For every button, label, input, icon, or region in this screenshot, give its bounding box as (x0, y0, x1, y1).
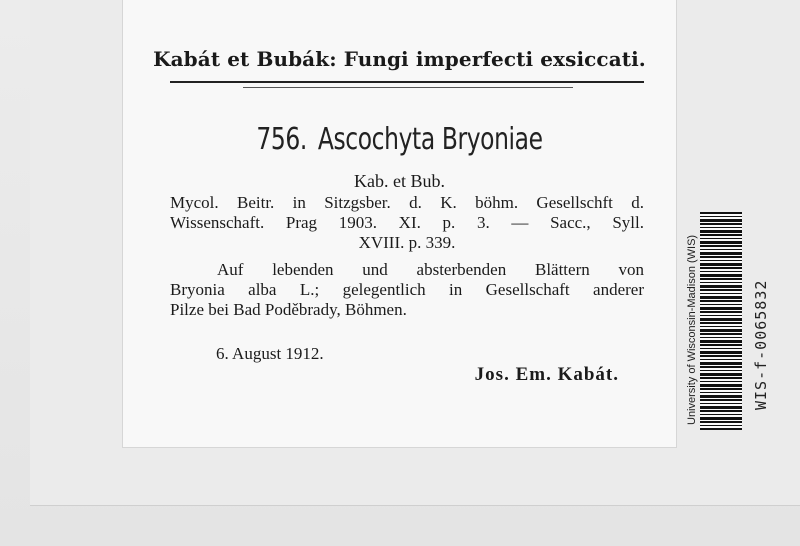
exsiccata-number: 756. (256, 122, 307, 157)
header-subrule (243, 87, 573, 88)
reference-line: XVIII. p. 339. (358, 233, 456, 252)
habitat-line: Pilze bei Bad Poděbrady, Böhmen. (170, 300, 407, 319)
collector-name: Jos. Em. Kabát. (474, 364, 619, 385)
barcode-icon (700, 212, 742, 430)
specimen-label (123, 0, 676, 447)
institution-label: University of Wisconsin-Madison (WIS) (686, 234, 698, 425)
species-title (184, 122, 615, 157)
reference-line: Mycol. Beitr. in Sitzgsber. d. K. böhm. Gesellschft d. (170, 193, 644, 212)
literature-reference (170, 193, 644, 253)
habitat-line: Bryonia alba L.; gelegentlich in Gesellschaft anderer (170, 280, 644, 299)
series-header: Kabát et Bubák: Fungi imperfecti exsiccati. (153, 47, 646, 71)
species-authors: Kab. et Bub. (354, 171, 445, 191)
habitat-line: Auf lebenden und absterbenden Blättern von (217, 260, 644, 279)
habitat-text (170, 260, 644, 320)
header-rule (170, 81, 644, 83)
accession-number: WIS-f-0065832 (752, 279, 770, 410)
collection-date: 6. August 1912. (216, 344, 324, 363)
reference-line: Wissenschaft. Prag 1903. XI. p. 3. — Sacc., Syll. (170, 213, 644, 232)
species-name: Ascochyta Bryoniae (317, 122, 543, 157)
